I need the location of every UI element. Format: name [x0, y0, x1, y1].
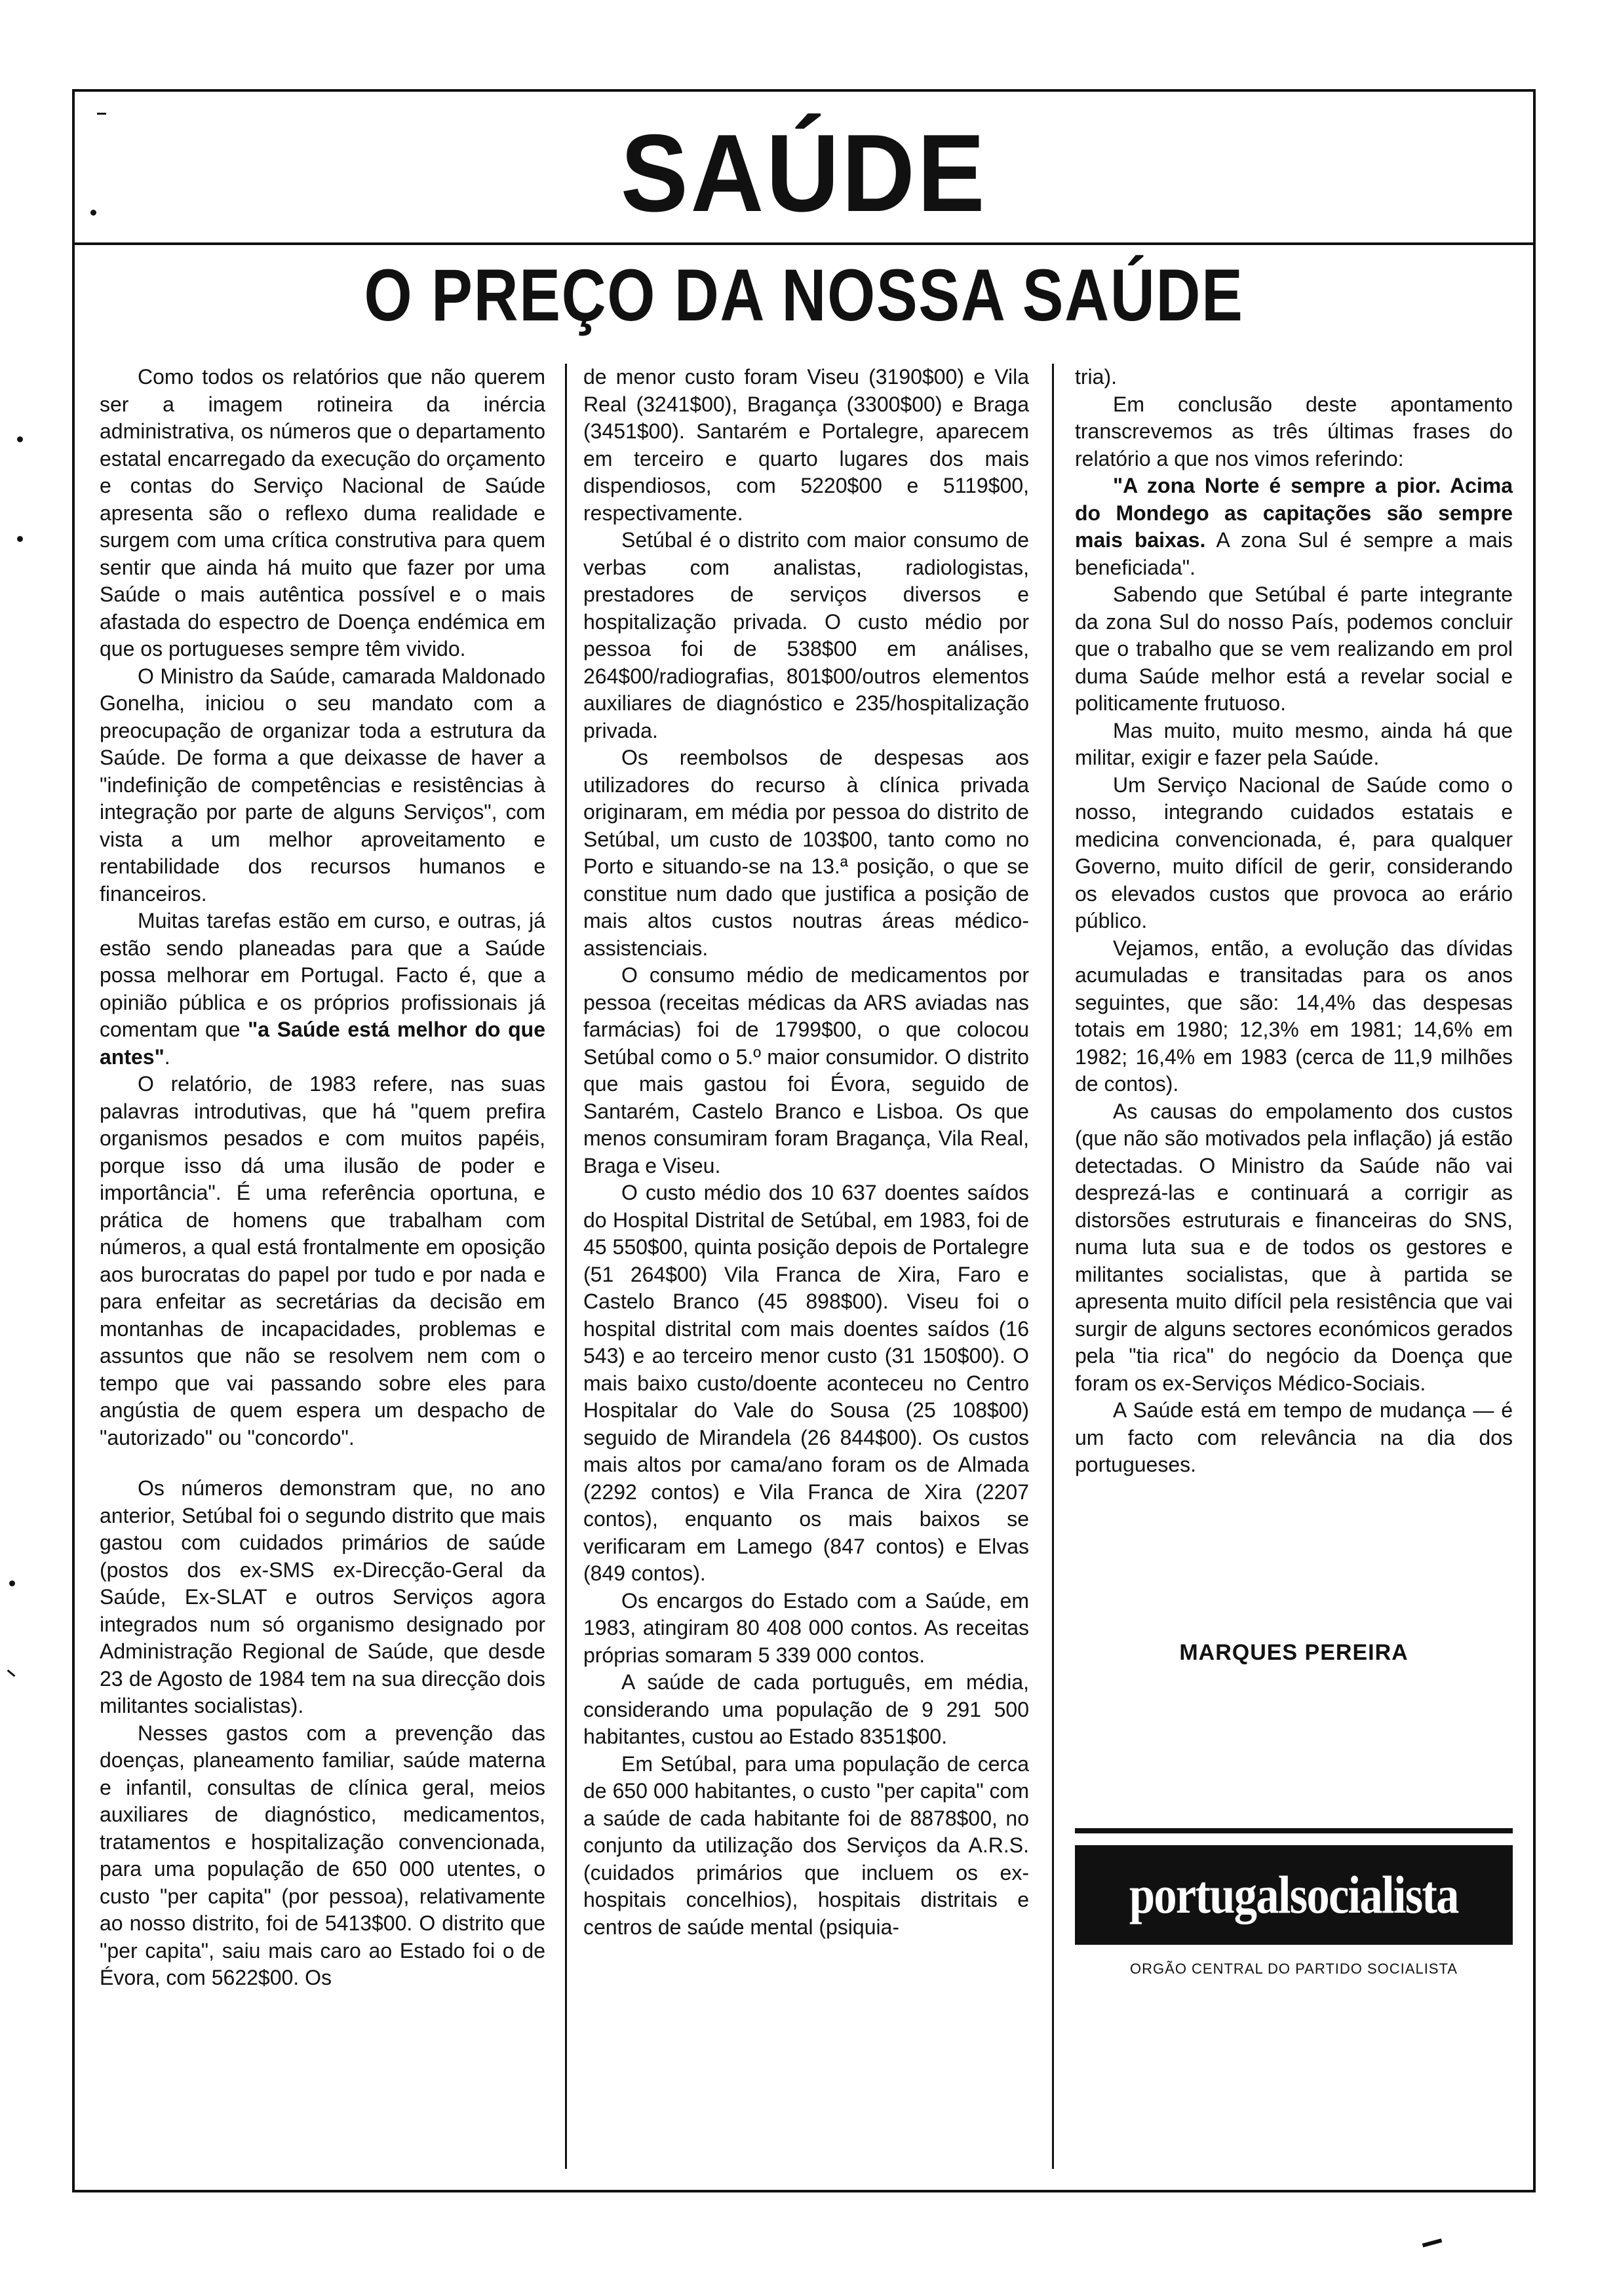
emphasis-text: "A zona Norte é sempre a pior. Acima do Mondego as capitações são sempre mais baixas.: [1075, 474, 1513, 552]
publication-logo: [1075, 1845, 1513, 1945]
paragraph-text: Como todos os relatórios que não querem ser a imagem rotineira da inércia administrativa, os números que o departamento estatal encarregado da execução do orçamento e contas do Serviço Nacional de Saúde apresenta são o reflexo duma realidade e surgem com uma crítica construtiva para quem sentir que ainda há muito que fazer por uma Saúde o mais autêntica possível e o mais afastada do espectro de Doença endémica em que os portugueses sempre têm vivido.: [100, 365, 545, 660]
logo-rule: [1075, 1828, 1513, 1833]
paragraph-text: Em Setúbal, para uma população de cerca de 650 000 habitantes, o custo "per capita" com a saúde de cada habitante foi de 8878$00, no conjunto da utilização dos Serviços da A.R.S. (cuidados primários que incluem os ex-hospitais concelhios), hospitais distritais e centros de saúde mental (psiquia-: [583, 1751, 1029, 1939]
paragraph-text: As causas do empolamento dos custos (que não são motivados pela inflação) já estão detectadas. O Ministro da Saúde não vai desprezá-las e continuará a corrigir as distorsões estruturais e financeiras do SNS, numa luta sua e de todos os gestores e militantes socialistas, que à partida se apresenta muito difícil pela resistência que vai surgir de alguns sectores económicos gerados pela "tia rica" do negócio da Doença que foram os ex-Serviços Médico-Sociais.: [1075, 1099, 1513, 1395]
article-paragraph: [1075, 581, 1513, 718]
paragraph-text: tria).: [1075, 365, 1117, 389]
paragraph-text: Um Serviço Nacional de Saúde como o nosso, integrando cuidados estatais e medicina convencionada, é, para qualquer Governo, muito difícil de gerir, considerando os elevados custos que provoca ao erário público.: [1075, 773, 1513, 932]
paragraph-text: Mas muito, muito mesmo, ainda há que militar, exigir e fazer pela Saúde.: [1075, 718, 1513, 769]
paragraph-text: O relatório, de 1983 refere, nas suas palavras introdutivas, que há "quem prefira organismos pesados e com muitos papéis, porque isso dá uma ilusão de poder e importância". É uma referência oportuna, e prática de homens que trabalham com números, a qual está frontalmente em oposição aos burocratas do papel por tudo e por nada e para enfeitar as secretárias da decisão em montanhas de incapacidades, problemas e assuntos que não se resolvem nem com o tempo que vai passando sobre eles para angústia de quem espera um despacho de "autorizado" ou "concordo".: [100, 1072, 545, 1449]
article-paragraph: [1075, 1397, 1513, 1479]
paragraph-text: Setúbal é o distrito com maior consumo de verbas com analistas, radiologistas, prestadores de serviços diversos e hospitalização privada. O custo médio por pessoa foi de 538$00 em análises, 264$00/radiografias, 801$00/outros elementos auxiliares de diagnóstico e 235/hospitalização privada.: [583, 528, 1029, 742]
paragraph-text: Sabendo que Setúbal é parte integrante da zona Sul do nosso País, podemos concluir que o trabalho que se vem realizando em prol duma Saúde melhor está a revelar social e politicamente frutuoso.: [1075, 583, 1513, 715]
paragraph-text: Vejamos, então, a evolução das dívidas acumuladas e transitadas para os anos seguintes, que são: 14,4% das despesas totais em 1980; 12,3% em 1981; 14,6% em 1982; 16,4% em 1983 (cerca de 11,9 milhões de contos).: [1075, 936, 1513, 1096]
article-paragraph: [1075, 1098, 1513, 1398]
title-divider: [72, 242, 1536, 245]
article-paragraph: [100, 908, 545, 1071]
article-paragraph: [583, 1669, 1029, 1751]
article-column-1: [100, 364, 545, 1992]
article-paragraph: [1075, 718, 1513, 772]
article-column-3: [1075, 364, 1513, 1479]
paragraph-text: A Saúde está em tempo de mudança — é um facto com relevância na dia dos portugueses.: [1075, 1398, 1513, 1476]
paragraph-text: de menor custo foram Viseu (3190$00) e Vila Real (3241$00), Bragança (3300$00) e Braga (3451$00). Santarém e Portalegre, aparecem em terceiro e quarto lugares dos mais dispendiosos, com 5220$00 e 5119$00, respectivamente.: [583, 365, 1029, 525]
article-paragraph: [583, 1751, 1029, 1942]
paragraph-text: Os reembolsos de despesas aos utilizadores do recurso à clínica privada originaram, em média por pessoa do distrito de Setúbal, um custo de 103$00, tanto como no Porto e situando-se na 13.ª posição, o que se constitue num dado que justifica a posição de mais altos custos noutras áreas médico-assistenciais.: [583, 746, 1029, 960]
article-column-2: [583, 364, 1029, 1941]
paragraph-text: O custo médio dos 10 637 doentes saídos do Hospital Distrital de Setúbal, em 1983, foi de 45 550$00, quinta posição depois de Portalegre (51 264$00) Vila Franca de Xira, Faro e Castelo Branco (45 898$00). Viseu foi o hospital distrital com mais doentes saídos (16 543) e ao terceiro menor custo (31 150$00). O mais baixo custo/doente aconteceu no Centro Hospitalar do Vale do Sousa (25 108$00) seguido de Mirandela (26 844$00). Os custos mais altos por cama/ano foram os de Almada (2292 contos) e Vila Franca de Xira (2207 contos), enquanto os mais baixos se verificaram em Lamego (847 contos) e Elvas (849 contos).: [583, 1181, 1029, 1585]
logo-wordmark: portugalsocialista: [1129, 1865, 1458, 1924]
article-paragraph: [1075, 935, 1513, 1098]
section-title: SAÚDE: [620, 111, 988, 235]
article-paragraph: [100, 1071, 545, 1451]
logo-subtitle: ORGÃO CENTRAL DO PARTIDO SOCIALISTA: [1130, 1961, 1458, 1977]
article-headline: O PREÇO DA NOSSA SAÚDE: [364, 254, 1244, 336]
article-paragraph: [583, 962, 1029, 1179]
article-paragraph: [583, 1179, 1029, 1588]
paragraph-text-tail: A zona Sul é sempre a mais beneficiada".: [1075, 528, 1513, 579]
article-paragraph: [583, 364, 1029, 527]
author-signature: MARQUES PEREIRA: [1179, 1640, 1409, 1665]
article-paragraph: [1075, 391, 1513, 473]
scan-mark: [90, 210, 96, 216]
article-paragraph: [100, 364, 545, 663]
scan-mark: [7, 1670, 16, 1677]
paragraph-text: Muitas tarefas estão em curso, e outras, já estão sendo planeadas para que a Saúde possa melhorar em Portugal. Facto é, que a opinião pública e os próprios profissionais já comentam que: [100, 909, 545, 1041]
paragraph-text: Nesses gastos com a prevenção das doenças, planeamento familiar, saúde materna e infantil, consultas de clínica geral, meios auxiliares de diagnóstico, medicamentos, tratamentos e hospitalização convencionada, para uma população de 650 000 utentes, o custo "per capita" (por pessoa), relativamente ao nosso distrito, foi de 5413$00. O distrito que "per capita", saiu mais caro ao Estado foi o de Évora, com 5622$00. Os: [100, 1721, 545, 1989]
article-paragraph: [100, 1475, 545, 1720]
paragraph-text: Os números demonstram que, no ano anterior, Setúbal foi o segundo distrito que mais gastou com cuidados primários de saúde (postos dos ex-SMS ex-Direcção-Geral da Saúde, Ex-SLAT e outros Serviços agora integrados num só organismo designado por Administração Regional de Saúde, que desde 23 de Agosto de 1984 tem na sua direcção dois militantes socialistas).: [100, 1476, 545, 1717]
article-paragraph: [100, 663, 545, 908]
scan-mark: [17, 436, 23, 442]
scan-mark: [9, 1580, 15, 1586]
scan-mark: [1422, 2238, 1443, 2248]
column-divider: [565, 364, 567, 2169]
scan-mark: [17, 536, 23, 542]
emphasis-text: "a Saúde está melhor do que antes": [100, 1018, 546, 1069]
article-paragraph: [1075, 772, 1513, 935]
article-paragraph: [583, 744, 1029, 962]
article-paragraph: [100, 1720, 545, 1992]
article-paragraph: [583, 527, 1029, 744]
article-paragraph: [1075, 364, 1513, 391]
article-paragraph: [583, 1588, 1029, 1670]
paragraph-text: Em conclusão deste apontamento transcrevemos as três últimas frases do relatório a que nos vimos referindo:: [1075, 392, 1513, 470]
paragraph-text: O Ministro da Saúde, camarada Maldonado Gonelha, iniciou o seu mandato com a preocupação de organizar toda a estrutura da Saúde. De forma a que deixasse de haver a "indefinição de competências e resistências à integração por parte de alguns Serviços", com vista a um melhor aproveitamento e rentabilidade dos recursos humanos e financeiros.: [100, 664, 545, 906]
paragraph-text: O consumo médio de medicamentos por pessoa (receitas médicas da ARS aviadas nas farmácias) foi de 1799$00, o que colocou Setúbal como o 5.º maior consumidor. O distrito que mais gastou foi Évora, seguido de Santarém, Castelo Branco e Lisboa. Os que menos consumiram foram Bragança, Vila Real, Braga e Viseu.: [583, 963, 1029, 1177]
column-divider: [1052, 364, 1054, 2169]
paragraph-text: A saúde de cada português, em média, considerando uma população de 9 291 500 habitantes, custou ao Estado 8351$00.: [583, 1670, 1029, 1748]
scan-mark: [97, 113, 106, 115]
paragraph-text: Os encargos do Estado com a Saúde, em 1983, atingiram 80 408 000 contos. As receitas próprias somaram 5 339 000 contos.: [583, 1588, 1029, 1667]
paragraph-text-tail: .: [164, 1044, 170, 1069]
article-paragraph: [1075, 472, 1513, 581]
